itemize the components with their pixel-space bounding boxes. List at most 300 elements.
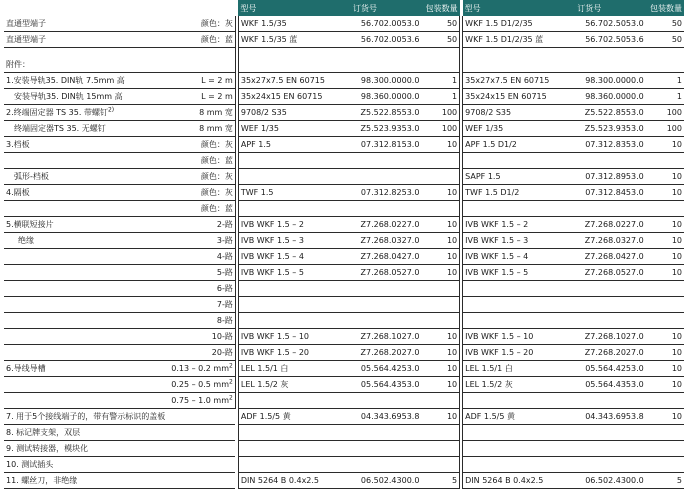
table-row [4,361,684,377]
row-description [4,425,164,441]
right-pack-quantity-text: 1 [676,76,682,85]
right-pack-quantity [646,105,684,121]
right-order-number [575,217,645,233]
left-order-number [351,121,421,137]
row-description [4,201,164,217]
left-pack-quantity-text: 10 [446,364,458,373]
right-type [463,393,576,409]
right-order-number-text: Z7.268.0327.0 [584,236,644,245]
row-description [4,393,164,409]
left-pack-quantity-text: 10 [446,252,458,261]
left-type [238,313,351,329]
row-size [164,313,235,329]
row-description-text: 9. 测试转接器，模块化 [6,444,89,453]
left-type-text: DIN 5264 B 0.4x2.5 [240,476,320,485]
unit-exponent: 2 [229,362,233,370]
row-description [4,32,164,48]
row-description-text: 直通型端子 [6,35,46,44]
left-type [238,441,351,457]
row-description [4,361,164,377]
right-pack-quantity [646,281,684,297]
row-size [164,425,235,441]
row-size [164,73,235,89]
table-row [4,16,684,32]
table-row [4,265,684,281]
table-row [4,169,684,185]
left-type [238,89,351,105]
right-order-number [575,89,645,105]
row-size [164,105,235,121]
left-type-text: IVB WKF 1.5 – 10 [240,332,310,341]
right-pack-quantity [646,201,684,217]
left-pack-quantity [421,233,459,249]
row-size-text: 6-路 [216,284,233,293]
row-size [164,393,235,409]
row-description-text: 11. 螺丝刀，非绝缘 [6,476,78,485]
left-type [238,137,351,153]
row-description-text: 6.导线导槽 [6,364,46,373]
row-size [164,32,235,48]
left-order-number-text: Z7.268.0427.0 [360,252,420,261]
left-pack-quantity-text: 10 [446,348,458,357]
table-row [4,377,684,393]
right-order-number [575,233,645,249]
left-type [238,73,351,89]
left-pack-quantity-text: 5 [452,476,458,485]
right-pack-quantity [646,217,684,233]
left-type [238,121,351,137]
right-order-number [575,265,645,281]
right-pack-quantity [646,441,684,457]
left-pack-quantity [421,393,459,409]
left-order-number [351,441,421,457]
row-description [4,73,164,89]
left-order-number [351,233,421,249]
right-pack-quantity [646,153,684,169]
row-description [4,249,164,265]
right-pack-quantity-text: 10 [671,220,682,229]
left-pack-quantity [421,121,459,137]
left-pack-quantity-text: 1 [452,92,458,101]
left-type-text: TWF 1.5 [240,188,274,197]
left-order-number-text: Z7.268.0527.0 [360,268,420,277]
row-description [4,105,164,121]
right-pack-quantity-text: 10 [671,364,682,373]
right-order-number-text: 07.312.8953.0 [585,172,644,181]
row-size-text: L = 2 m [201,76,233,85]
header-left-type: 型号 [238,0,351,16]
right-pack-quantity [646,345,684,361]
row-description [4,137,164,153]
left-type [238,105,351,121]
left-pack-quantity-text: 100 [441,124,458,133]
left-pack-quantity-text: 10 [446,140,458,149]
left-order-number-text: 07.312.8153.0 [360,140,420,149]
right-pack-quantity-text: 10 [671,252,682,261]
right-order-number [575,345,645,361]
right-order-number [575,297,645,313]
row-size [164,16,235,32]
left-order-number [351,297,421,313]
row-description [4,265,164,281]
left-order-number [351,361,421,377]
left-type-text: ADF 1.5/5 黄 [240,412,291,421]
table-row [4,57,684,73]
row-size [164,281,235,297]
right-type-text: IVB WKF 1.5 – 5 [465,268,529,277]
row-size-text: 8-路 [216,316,233,325]
row-description [4,297,164,313]
row-size [164,89,235,105]
right-order-number-text: Z7.268.2027.0 [584,348,644,357]
right-order-number [575,169,645,185]
row-size-text: 5-路 [216,268,233,277]
right-order-number [575,201,645,217]
right-order-number [575,137,645,153]
right-type-text: LEL 1.5/2 灰 [465,380,513,389]
right-type-text: DIN 5264 B 0.4x2.5 [465,476,544,485]
right-type [463,153,576,169]
table-row [4,73,684,89]
right-order-number-text: Z5.523.9353.0 [584,124,644,133]
right-type [463,32,576,48]
row-size-text: 颜色：灰 [200,188,233,197]
left-type [238,345,351,361]
row-size [164,441,235,457]
right-pack-quantity [646,297,684,313]
left-type [238,32,351,48]
row-description-text: 安装导轨35. DIN轨 15mm 高 [14,92,123,101]
left-pack-quantity [421,457,459,473]
left-pack-quantity [421,169,459,185]
left-type-text: 35x27x7.5 EN 60715 [240,76,325,85]
row-description-text: 2.终端固定器 TS 35. 带螺钉 [6,108,108,117]
right-pack-quantity-text: 10 [671,348,682,357]
left-order-number [351,16,421,32]
right-order-number-text: Z7.268.1027.0 [584,332,644,341]
left-type-text: IVB WKF 1.5 – 20 [240,348,310,357]
left-pack-quantity [421,281,459,297]
table-row [4,297,684,313]
row-description [4,16,164,32]
table-row [4,153,684,169]
row-size-text: 7-路 [216,300,233,309]
row-size [164,345,235,361]
row-size-text: 0.13 – 0.2 mm [171,364,230,373]
right-type [463,361,576,377]
right-type [463,169,576,185]
right-pack-quantity [646,121,684,137]
left-order-number-text: 07.312.8253.0 [360,188,420,197]
left-pack-quantity [421,32,459,48]
right-pack-quantity [646,89,684,105]
header-right-pack: 包装数量 [646,0,684,16]
right-type-text: IVB WKF 1.5 – 20 [465,348,534,357]
left-type [238,281,351,297]
left-pack-quantity [421,73,459,89]
table-row [4,185,684,201]
right-order-number-text: 07.312.8453.0 [585,188,644,197]
left-type [238,265,351,281]
right-type [463,425,576,441]
row-size [164,361,235,377]
right-pack-quantity [646,185,684,201]
right-order-number [575,441,645,457]
right-pack-quantity [646,329,684,345]
left-order-number [351,329,421,345]
left-order-number [351,425,421,441]
left-pack-quantity [421,137,459,153]
right-order-number [575,185,645,201]
left-pack-quantity-text: 100 [441,108,458,117]
right-type-text: SAPF 1.5 [465,172,501,181]
left-pack-quantity [421,377,459,393]
row-size [164,297,235,313]
right-order-number-text: 05.564.4253.0 [585,364,644,373]
left-type-text: WKF 1.5/35 [240,19,287,28]
row-description-text: 3.档板 [6,140,30,149]
right-order-number-text: Z5.522.8553.0 [584,108,644,117]
row-size-text: 0.75 – 1.0 mm [171,396,230,405]
left-type [238,153,351,169]
row-size [164,217,235,233]
right-order-number [575,249,645,265]
left-pack-quantity [421,329,459,345]
row-description [4,217,164,233]
right-pack-quantity-text: 10 [671,188,682,197]
right-pack-quantity-text: 100 [666,124,682,133]
left-type [238,233,351,249]
left-pack-quantity [421,217,459,233]
table-row [4,105,684,121]
right-type [463,105,576,121]
table-row [4,217,684,233]
left-type-text: IVB WKF 1.5 – 5 [240,268,304,277]
row-size-text: L = 2 m [201,92,233,101]
right-type [463,409,576,425]
row-size [164,185,235,201]
row-description [4,233,164,249]
left-type-text: 9708/2 S35 [240,108,287,117]
left-pack-quantity [421,89,459,105]
row-description [4,281,164,297]
right-pack-quantity [646,233,684,249]
left-pack-quantity-text: 50 [446,35,458,44]
left-type-text: 35x24x15 EN 60715 [240,92,323,101]
left-order-number-text: Z5.522.8553.0 [360,108,420,117]
right-type [463,377,576,393]
right-type [463,89,576,105]
right-type-text: WKF 1.5 D1/2/35 [465,19,533,28]
row-size-text: 2-路 [216,220,233,229]
table-row [4,409,684,425]
right-order-number [575,313,645,329]
row-description [4,153,164,169]
spacer-row [4,48,684,58]
row-description [4,313,164,329]
left-order-number [351,345,421,361]
right-pack-quantity [646,313,684,329]
right-pack-quantity [646,457,684,473]
row-description [4,57,164,73]
left-order-number [351,57,421,73]
right-order-number-text: 04.343.6953.8 [585,412,644,421]
right-order-number-text: 05.564.4353.0 [585,380,644,389]
right-order-number-text: 56.702.5053.6 [585,35,644,44]
right-type [463,185,576,201]
left-type [238,201,351,217]
row-size-text: 10-路 [211,332,233,341]
row-description [4,377,164,393]
header-right-order: 订货号 [575,0,645,16]
right-pack-quantity-text: 10 [671,332,682,341]
header-right-type: 型号 [463,0,576,16]
row-description [4,329,164,345]
row-size-text: 颜色：蓝 [200,35,233,44]
row-description-text: 弧形-档板 [14,172,49,181]
right-order-number [575,57,645,73]
left-order-number [351,153,421,169]
left-pack-quantity [421,297,459,313]
right-pack-quantity [646,265,684,281]
right-pack-quantity-text: 10 [671,236,682,245]
right-type [463,265,576,281]
table-row [4,329,684,345]
table-header-row [4,0,684,16]
right-order-number-text: 06.502.4300.0 [585,476,644,485]
row-size [164,169,235,185]
right-pack-quantity [646,32,684,48]
left-pack-quantity [421,153,459,169]
left-pack-quantity-text: 10 [446,268,458,277]
right-order-number [575,121,645,137]
left-type [238,329,351,345]
header-left-order: 订货号 [351,0,421,16]
row-size-text: 8 mm 宽 [199,124,233,133]
table-body [4,0,684,489]
row-description [4,89,164,105]
left-order-number [351,393,421,409]
row-size-text: 0.25 – 0.5 mm [171,380,230,389]
table-row [4,201,684,217]
left-type-text: WKF 1.5/35 蓝 [240,35,298,44]
row-size [164,121,235,137]
right-type [463,441,576,457]
left-order-number [351,89,421,105]
left-pack-quantity-text: 50 [446,19,458,28]
row-description-text: 终端固定器TS 35. 无螺钉 [14,124,106,133]
left-order-number [351,281,421,297]
left-pack-quantity-text: 10 [446,220,458,229]
right-type-text: 35x24x15 EN 60715 [465,92,547,101]
table-row [4,393,684,409]
row-description [4,441,164,457]
left-pack-quantity-text: 10 [446,412,458,421]
right-type [463,313,576,329]
right-type [463,233,576,249]
left-order-number-text: Z5.523.9353.0 [360,124,420,133]
row-size [164,153,235,169]
left-order-number-text: Z7.268.2027.0 [360,348,420,357]
right-type-text: 9708/2 S35 [465,108,512,117]
row-size-text: 4-路 [216,252,233,261]
row-description [4,457,164,473]
left-pack-quantity [421,409,459,425]
left-type [238,297,351,313]
table-row [4,233,684,249]
right-pack-quantity-text: 10 [671,140,682,149]
row-description-text: 4.隔板 [6,188,30,197]
left-type-text: IVB WKF 1.5 – 2 [240,220,304,229]
right-type [463,329,576,345]
right-type [463,345,576,361]
right-order-number [575,73,645,89]
left-type [238,409,351,425]
table-row [4,281,684,297]
row-description-text: 5.横联短接片 [6,220,54,229]
footnote-marker: 2) [107,106,115,114]
right-order-number [575,329,645,345]
right-order-number-text: Z7.268.0427.0 [584,252,644,261]
right-type-text: WEF 1/35 [465,124,504,133]
left-type [238,249,351,265]
left-type [238,185,351,201]
right-pack-quantity [646,409,684,425]
left-pack-quantity-text: 10 [446,332,458,341]
left-order-number [351,185,421,201]
left-order-number [351,201,421,217]
right-type [463,249,576,265]
right-type [463,16,576,32]
right-type [463,457,576,473]
right-pack-quantity [646,249,684,265]
right-pack-quantity [646,425,684,441]
right-type [463,137,576,153]
row-description [4,345,164,361]
right-type-text: WKF 1.5 D1/2/35 蓝 [465,35,544,44]
right-order-number [575,377,645,393]
right-pack-quantity-text: 50 [671,35,682,44]
row-size [164,457,235,473]
right-order-number-text: Z7.268.0527.0 [584,268,644,277]
right-order-number-text: Z7.268.0227.0 [584,220,644,229]
right-type [463,121,576,137]
right-order-number [575,409,645,425]
right-pack-quantity-text: 1 [676,92,682,101]
right-type-text: LEL 1.5/1 白 [465,364,513,373]
right-pack-quantity [646,16,684,32]
accessory-table [4,0,684,489]
right-order-number-text: 98.360.0000.0 [585,92,644,101]
unit-exponent: 2 [229,394,233,402]
row-size-text: 颜色：蓝 [200,204,233,213]
right-order-number [575,457,645,473]
table-row [4,425,684,441]
right-type-text: APF 1.5 D1/2 [465,140,517,149]
right-pack-quantity-text: 100 [666,108,682,117]
left-order-number-text: 04.343.6953.8 [360,412,420,421]
left-pack-quantity [421,441,459,457]
row-size-text: 3-路 [216,236,233,245]
right-pack-quantity-text: 10 [671,172,682,181]
left-order-number-text: Z7.268.0227.0 [360,220,420,229]
right-pack-quantity-text: 10 [671,412,682,421]
right-type-text: IVB WKF 1.5 – 2 [465,220,529,229]
right-order-number [575,105,645,121]
left-order-number [351,169,421,185]
right-order-number-text: 07.312.8353.0 [585,140,644,149]
left-order-number-text: Z7.268.0327.0 [360,236,420,245]
